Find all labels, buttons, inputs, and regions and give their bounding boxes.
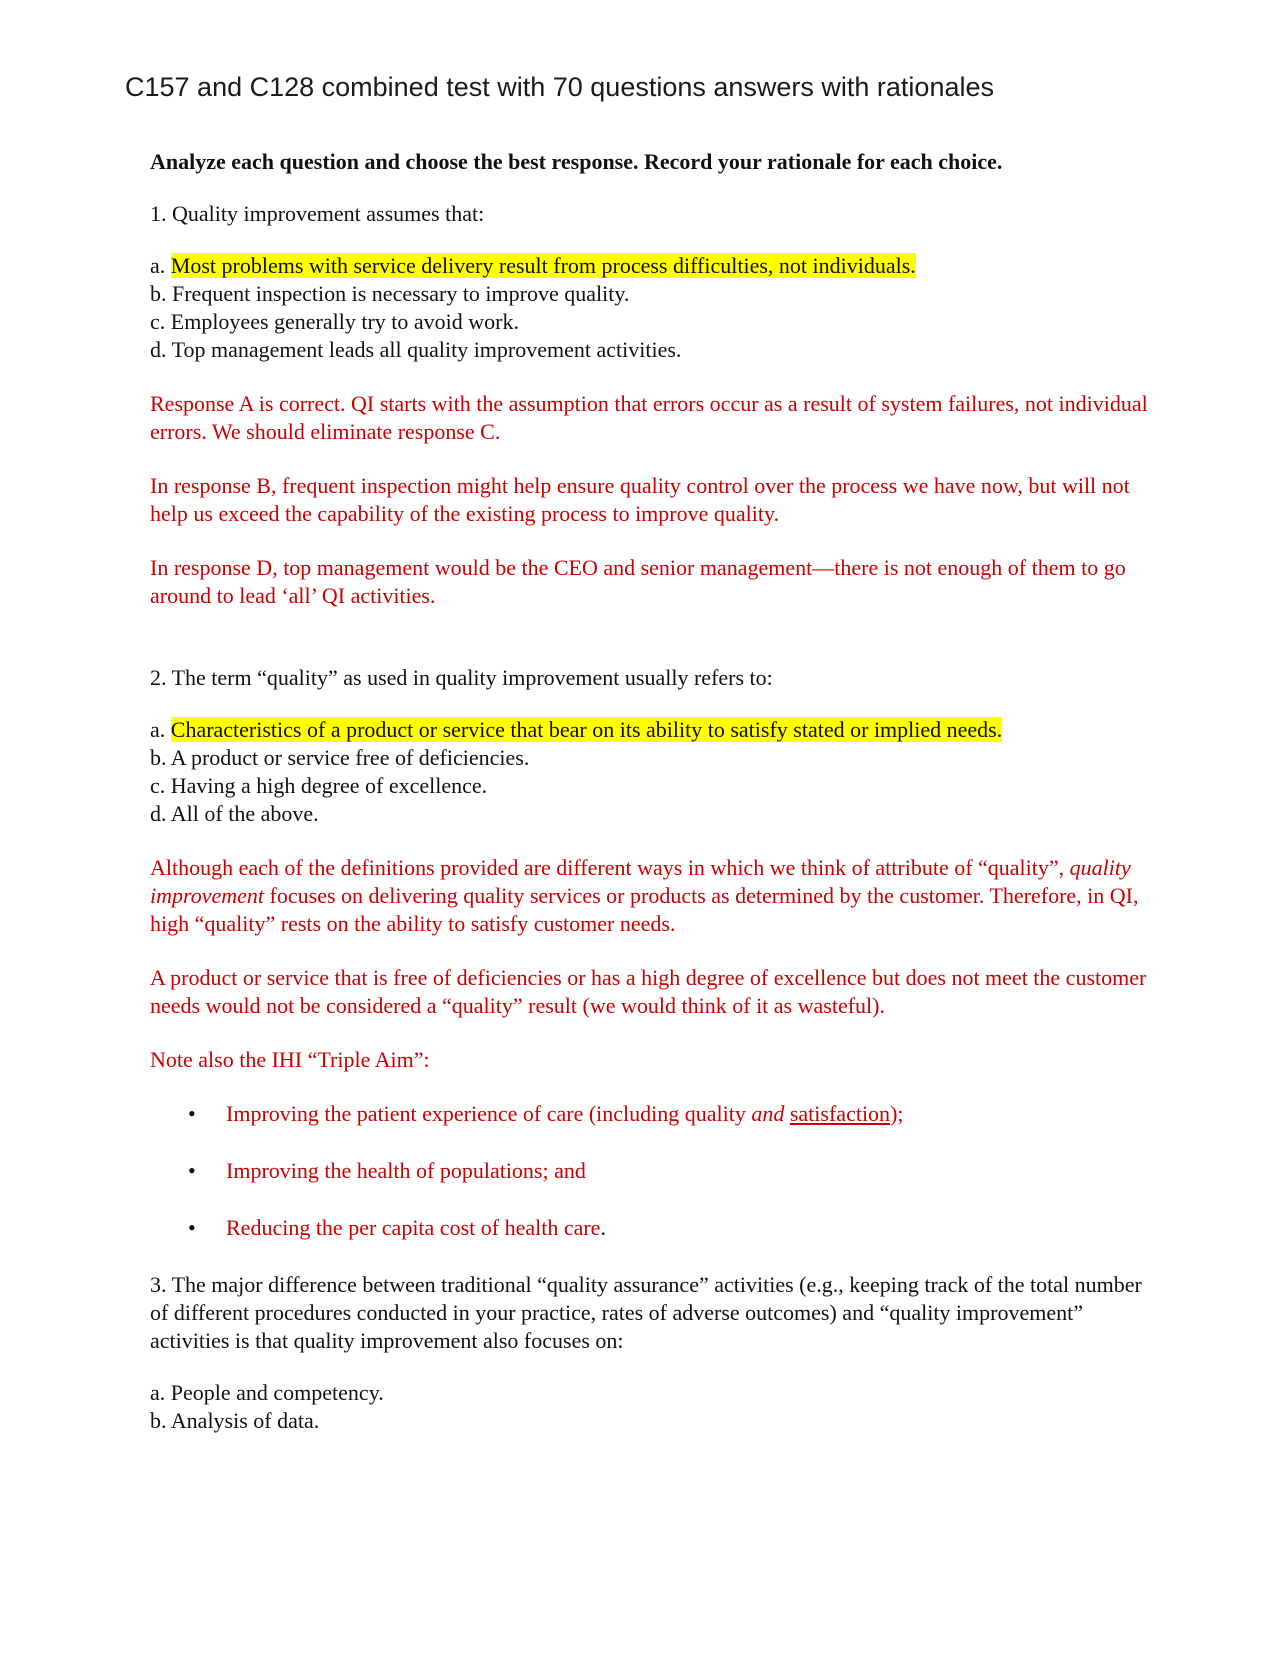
item-text: ); [890, 1101, 904, 1126]
bullet-icon: • [188, 1101, 196, 1126]
question-3-option-a: a. People and competency. [150, 1380, 384, 1405]
spacer [150, 610, 1150, 664]
item-period: . [600, 1215, 606, 1240]
triple-aim-item [150, 1157, 1150, 1185]
item-text: Improving the patient experience of care (including quality [226, 1101, 752, 1126]
question-1-option-b: b. Frequent inspection is necessary to improve quality. [150, 281, 630, 306]
item-underline: satisfaction [789, 1101, 891, 1126]
item-text: Reducing the per capita cost of health care [226, 1215, 601, 1240]
question-3-options [150, 1379, 1150, 1435]
triple-aim-item [150, 1100, 1150, 1128]
bullet-icon: • [188, 1158, 196, 1183]
question-2-rationale-1 [150, 854, 1150, 938]
question-2-stem: 2. The term “quality” as used in quality improvement usually refers to: [150, 665, 773, 690]
option-prefix: a. [150, 253, 171, 278]
bullet-icon: • [188, 1215, 196, 1240]
question-2-option-a [150, 716, 1150, 744]
item-emphasis: and [751, 1101, 785, 1126]
triple-aim-list [150, 1100, 1150, 1242]
question-1-option-a [150, 252, 1150, 280]
triple-aim-item [150, 1214, 1150, 1242]
rationale-emphasis: quality improvement [150, 855, 1131, 908]
question-2-rationale-2: A product or service that is free of deficiencies or has a high degree of excellence but does not meet the customer needs would not be considered a “quality” result (we would think of it as wasteful). [150, 965, 1147, 1018]
question-1-option-c: c. Employees generally try to avoid work. [150, 309, 520, 334]
document-body [150, 148, 1150, 1461]
question-3-option-b: b. Analysis of data. [150, 1408, 320, 1433]
question-1-stem: 1. Quality improvement assumes that: [150, 201, 485, 226]
rationale-text: Although each of the definitions provided are different ways in which we think of attribute of “quality”, [150, 855, 1070, 880]
document-title: C157 and C128 combined test with 70 questions answers with rationales [125, 72, 994, 102]
option-prefix: a. [150, 717, 171, 742]
question-1-options [150, 252, 1150, 364]
triple-aim-note: Note also the IHI “Triple Aim”: [150, 1047, 430, 1072]
question-3-stem: 3. The major difference between traditional “quality assurance” activities (e.g., keeping track of the total number of different procedures conducted in your practice, rates of adverse outcomes) and “quality improvement” activities is that quality improvement also focuses on: [150, 1272, 1142, 1353]
question-2-option-c: c. Having a high degree of excellence. [150, 773, 488, 798]
highlighted-answer: Characteristics of a product or service that bear on its ability to satisfy stated or implied needs. [170, 717, 1003, 742]
rationale-text: focuses on delivering quality services or products as determined by the customer. Therefore, in QI, high “quality” rests on the ability to satisfy customer needs. [150, 883, 1139, 936]
instructions: Analyze each question and choose the best response. Record your rationale for each choice. [150, 149, 1003, 174]
question-1-rationale-3: In response D, top management would be the CEO and senior management—there is not enough of them to go around to lead ‘all’ QI activities. [150, 555, 1126, 608]
question-1-option-d: d. Top management leads all quality improvement activities. [150, 337, 682, 362]
question-2-option-d: d. All of the above. [150, 801, 319, 826]
question-2-options [150, 716, 1150, 828]
question-1-rationale-1: Response A is correct. QI starts with the assumption that errors occur as a result of system failures, not individual errors. We should eliminate response C. [150, 391, 1148, 444]
highlighted-answer: Most problems with service delivery result from process difficulties, not individuals. [170, 253, 916, 278]
item-text: Improving the health of populations; and [226, 1158, 586, 1183]
question-1-rationale-2: In response B, frequent inspection might help ensure quality control over the process we have now, but will not help us exceed the capability of the existing process to improve quality. [150, 473, 1130, 526]
question-2-option-b: b. A product or service free of deficiencies. [150, 745, 530, 770]
